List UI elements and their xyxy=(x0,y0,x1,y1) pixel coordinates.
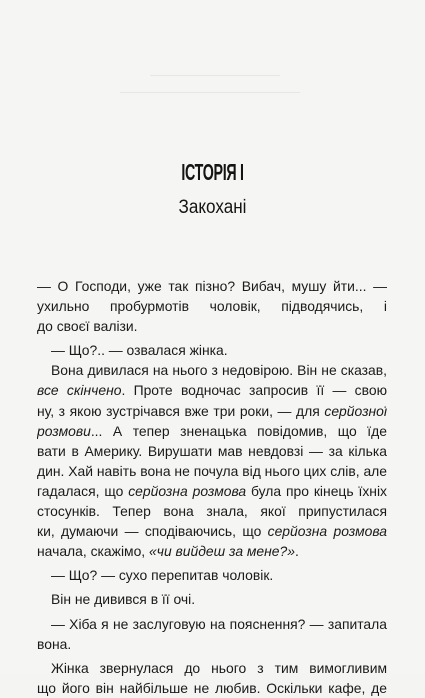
text-run: ну, з якою зустрічався вже три роки, — для xyxy=(37,402,325,419)
chapter-body-text xyxy=(37,276,387,698)
text-line: — Що?.. — озвалася жінка. xyxy=(51,342,228,359)
italic-phrase: серйозна розмова xyxy=(128,482,247,499)
italic-phrase: все скінчено xyxy=(37,382,122,399)
text-line xyxy=(37,541,387,561)
text-line: — Хіба я не заслуговую на пояснення? — запитала xyxy=(51,615,387,632)
text-line: Вона дивилася на нього з недовірою. Він не сказав, xyxy=(51,362,387,379)
text-run: ... А тепер зненацька повідомив, що їде xyxy=(90,422,387,439)
text-line xyxy=(37,521,387,541)
text-line: — О Господи, уже так пізно? Вибач, мушу йти... — xyxy=(37,278,387,294)
italic-phrase: «чи вийдеш за мене?» xyxy=(149,543,295,560)
text-line xyxy=(37,481,387,501)
text-line: до своєї валізи. xyxy=(37,318,138,335)
text-line: — Що? — сухо перепитав чоловік. xyxy=(51,567,274,584)
italic-phrase: серйозна розмова xyxy=(267,523,387,540)
text-line xyxy=(37,380,387,400)
italic-phrase: серйозної xyxy=(324,402,387,419)
chapter-number: ІСТОРІЯ І xyxy=(181,159,244,185)
text-run: ки, думаючи — сподіваючись, що xyxy=(37,523,268,540)
text-line: вона. xyxy=(37,635,72,652)
text-line: що його він найбільше не любив. Оскільки кафе, де xyxy=(37,679,387,696)
text-run: . xyxy=(294,543,299,560)
text-line: ухильно пробурмотів чоловік, підводячись, і xyxy=(37,298,387,315)
text-run: . Проте водночас запросив її — свою xyxy=(121,382,387,399)
chapter-title: Закохані xyxy=(178,197,247,218)
text-line: стосунків. Тепер вона знала, якої припустилася xyxy=(37,503,387,520)
text-run: була про кінець їхніх xyxy=(246,482,387,499)
text-line: Він не дивився в її очі. xyxy=(51,591,196,608)
italic-phrase: розмови xyxy=(37,422,91,439)
text-line xyxy=(37,401,387,421)
text-line: Жінка звернулася до нього з тим вимогливим xyxy=(51,659,387,676)
text-line: дин. Хай навіть вона не почула від нього цих слів, але xyxy=(37,462,387,479)
text-run: гадалася, що xyxy=(37,482,129,499)
bleed-through-line xyxy=(120,92,300,93)
text-line xyxy=(37,421,387,441)
text-run: начала, скажімо, xyxy=(37,543,150,560)
text-line: вати в Америку. Вирушати мав невдовзі — за кілька xyxy=(37,442,387,459)
bleed-through-line xyxy=(150,75,280,76)
